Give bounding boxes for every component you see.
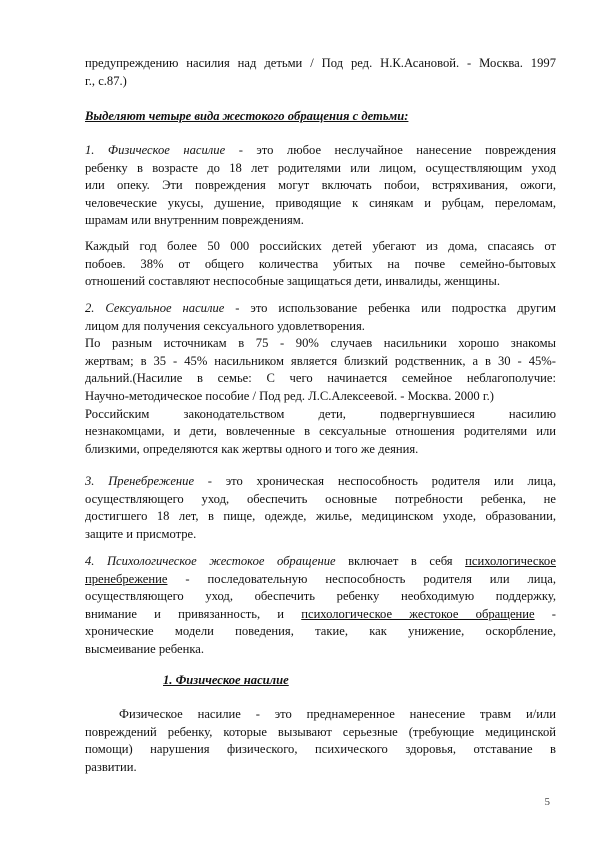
text-line: защите и присмотре. bbox=[85, 526, 197, 541]
text-line: жертвам; в 35 - 45% насильником является близкий родственник, а в 30 - 45%- bbox=[85, 353, 556, 368]
text-fragment: - последовательную неспособность родителя или лица, bbox=[167, 571, 556, 586]
paragraph-psychological-abuse bbox=[85, 553, 556, 659]
text-line: г., с.87.) bbox=[85, 73, 127, 88]
text-line: незнакомцами, и дети, вовлеченные в сексуальные отношения родителями или bbox=[85, 424, 556, 439]
text-line bbox=[85, 142, 556, 160]
text-line bbox=[85, 473, 556, 491]
text-line bbox=[85, 571, 556, 589]
intro-citation bbox=[85, 55, 556, 90]
term-neglect: 3. Пренебрежение bbox=[85, 474, 195, 488]
text-line: достигшего 18 лет, в пище, одежде, жилье, медицинском уходе, образовании, bbox=[85, 509, 556, 524]
text-line: или опеку. Эти повреждения могут включать побои, встряхивания, ожоги, bbox=[85, 178, 556, 193]
text-line: ребенку в возрасте до 18 лет родителями или лицом, осуществляющим уход bbox=[85, 160, 556, 175]
section-heading-text: 1. Физическое насилие bbox=[163, 673, 289, 687]
text-line: шрамам или внутренним повреждениям. bbox=[85, 213, 304, 228]
paragraph-physical-abuse-detail bbox=[85, 706, 556, 776]
types-heading-text: Выделяют четыре вида жестокого обращения с детьми: bbox=[85, 109, 409, 123]
link-psychological-cruelty[interactable]: психологическое жестокое обращение bbox=[301, 606, 535, 621]
text-fragment: - bbox=[534, 606, 557, 621]
term-physical-abuse: 1. Физическое насилие bbox=[85, 143, 226, 157]
types-heading bbox=[85, 108, 556, 126]
term-psychological-abuse: 4. Психологическое жестокое обращение bbox=[85, 554, 336, 568]
text-fragment: внимание и привязанность, и bbox=[85, 606, 302, 621]
text-line: повреждений ребенку, которые вызывают серьезные (требующие медицинской bbox=[85, 724, 556, 739]
text-fragment: - это хроническая неспособность родителя или лица, bbox=[194, 474, 556, 488]
text-line: близкими, определяются как жертвы одного и того же деяния. bbox=[85, 441, 419, 456]
text-line: лицом для получения сексуального удовлетворения. bbox=[85, 318, 365, 333]
text-line bbox=[85, 300, 556, 318]
link-psychological-neglect[interactable]: психологическое bbox=[465, 554, 556, 568]
text-line: По разным источникам в 75 - 90% случаев насильники хорошо знакомы bbox=[85, 336, 556, 351]
link-psychological-neglect-cont[interactable]: пренебрежение bbox=[85, 571, 168, 586]
text-line: осуществляющего уход, обеспечить основные потребности ребенка, не bbox=[85, 491, 556, 506]
text-line bbox=[85, 553, 556, 571]
text-line: дальний.(Насилие в семье: С чего начинается семейное неблагополучие: bbox=[85, 371, 556, 386]
text-fragment: - это использование ребенка или подростка другим bbox=[224, 301, 557, 315]
text-line: побоев. 38% от общего количества убитых на почве семейно-бытовых bbox=[85, 256, 556, 271]
text-line: Российским законодательством дети, подвергнувшиеся насилию bbox=[85, 406, 556, 421]
page-number: 5 bbox=[544, 796, 550, 808]
text-line: высмеивание ребенка. bbox=[85, 641, 205, 656]
paragraph-neglect bbox=[85, 473, 556, 543]
text-line bbox=[85, 606, 556, 624]
text-line: Научно-методическое пособие / Под ред. Л.С.Алексеевой. - Москва. 2000 г.) bbox=[85, 388, 494, 403]
paragraph-sexual-abuse bbox=[85, 300, 556, 458]
section-heading bbox=[163, 672, 463, 690]
paragraph-statistics bbox=[85, 238, 556, 291]
text-line: отношений составляют неспособные защищаться дети, инвалиды, женщины. bbox=[85, 274, 501, 289]
term-sexual-abuse: 2. Сексуальное насилие bbox=[85, 301, 225, 315]
text-line: Физическое насилие - это преднамеренное нанесение травм и/или bbox=[119, 707, 556, 721]
text-line: предупреждению насилия над детьми / Под ред. Н.К.Асановой. - Москва. 1997 bbox=[85, 56, 556, 70]
text-line: помощи) нарушения физического, психического здоровья, отставание в bbox=[85, 742, 556, 757]
text-line: Каждый год более 50 000 российских детей убегают из дома, спасаясь от bbox=[85, 239, 556, 253]
paragraph-physical-abuse-definition bbox=[85, 142, 556, 230]
text-line: развитии. bbox=[85, 759, 137, 774]
text-line: человеческие укусы, душение, приводящие к синякам и рубцам, переломам, bbox=[85, 195, 556, 210]
text-fragment: включает в себя bbox=[335, 554, 466, 568]
text-line: хронические модели поведения, такие, как унижение, оскорбление, bbox=[85, 624, 556, 639]
text-fragment: - это любое неслучайное нанесение повреждения bbox=[225, 143, 556, 157]
text-line: осуществляющего уход, обеспечить ребенку необходимую поддержку, bbox=[85, 589, 556, 604]
